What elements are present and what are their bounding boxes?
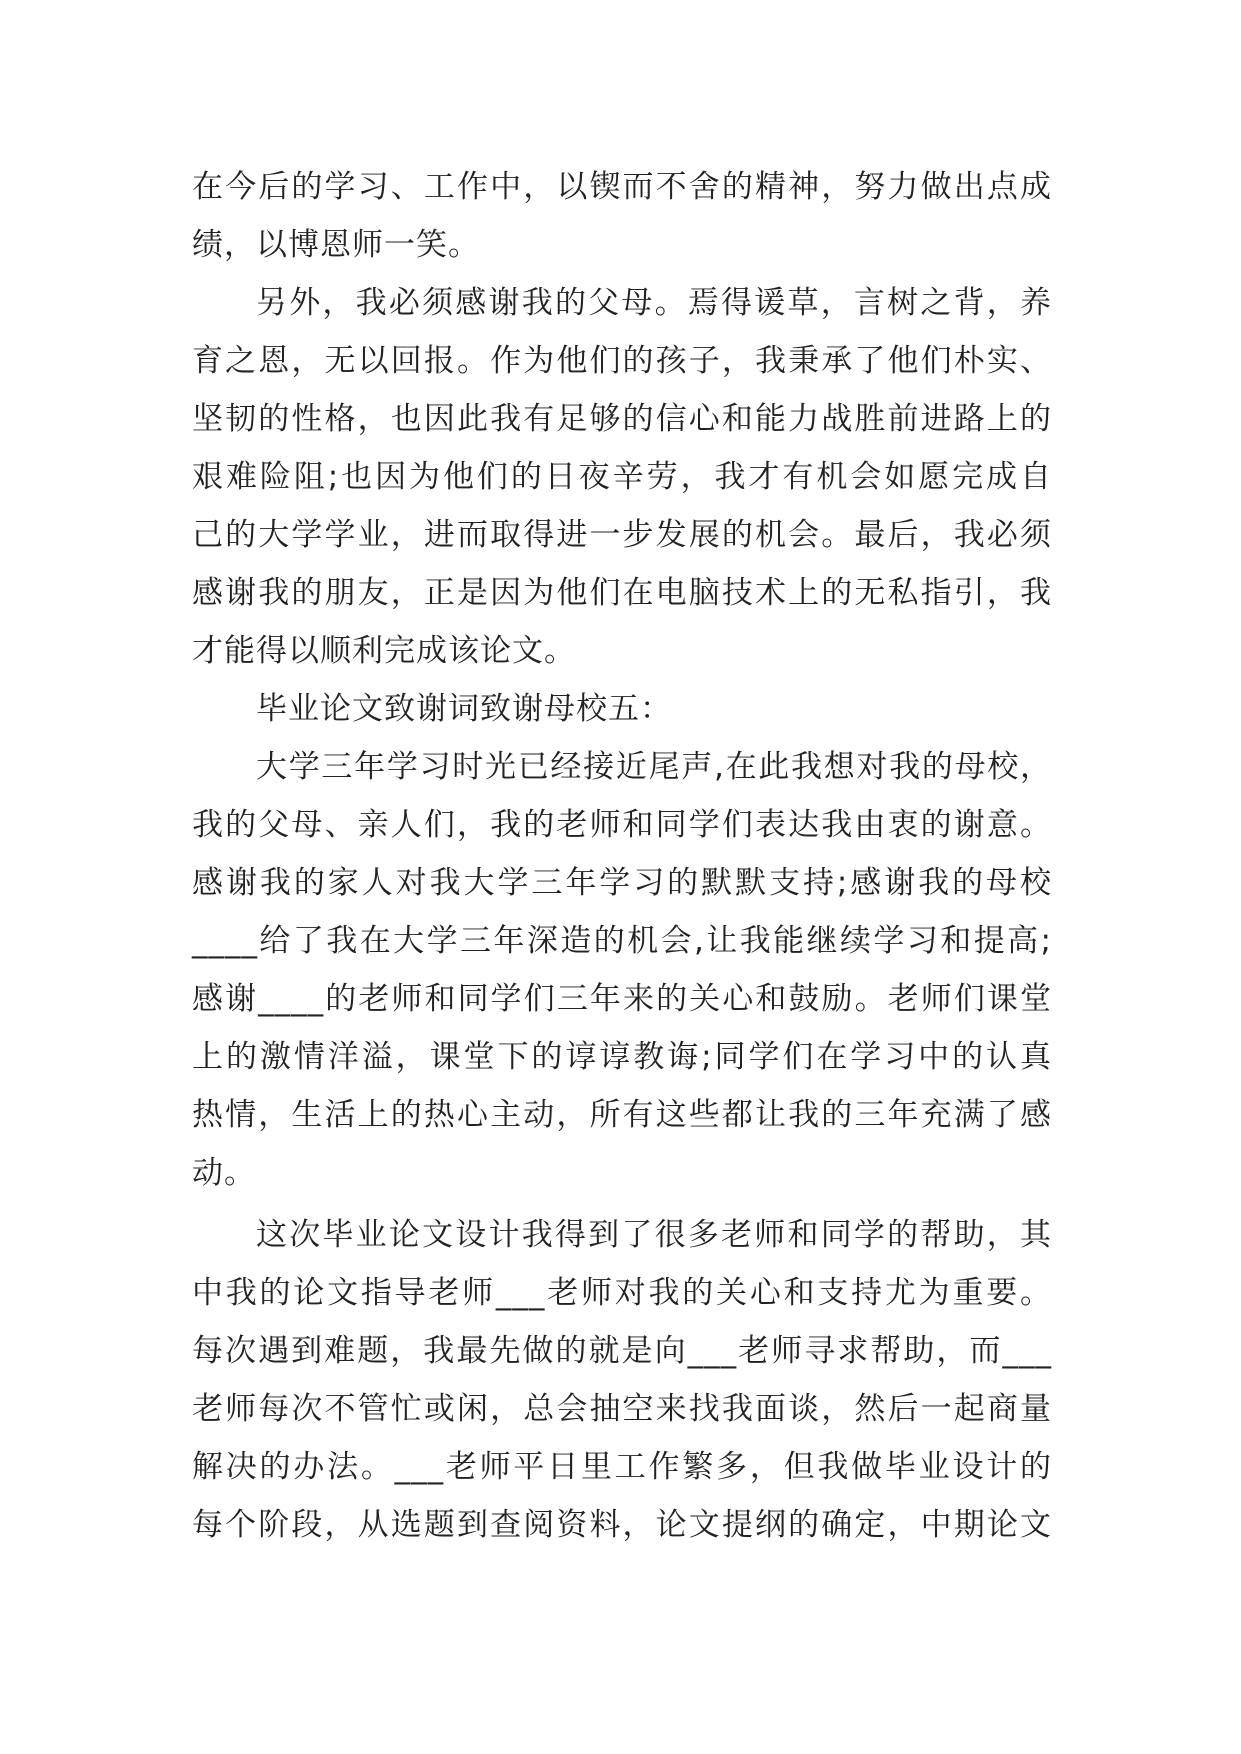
text-line: 感谢我的家人对我大学三年学习的默默支持;感谢我的母校 [192,865,1052,901]
text-line: 另外，我必须感谢我的父母。焉得谖草，言树之背，养 [256,285,1052,321]
text-line: 艰难险阻;也因为他们的日夜辛劳，我才有机会如愿完成自 [192,459,1052,495]
text-line: 每个阶段，从选题到查阅资料，论文提纲的确定，中期论文 [192,1507,1052,1543]
text-line: 热情，生活上的热心主动，所有这些都让我的三年充满了感 [192,1097,1052,1133]
section-heading: 毕业论文致谢词致谢母校五： [256,691,672,727]
text-line: 才能得以顺利完成该论文。 [192,633,576,669]
text-line: ____给了我在大学三年深造的机会,让我能继续学习和提高; [192,923,1052,959]
text-line: 育之恩，无以回报。作为他们的孩子，我秉承了他们朴实、 [192,343,1052,379]
text-line: 动。 [192,1155,256,1191]
text-line: 大学三年学习时光已经接近尾声,在此我想对我的母校， [256,749,1052,785]
text-line: 我的父母、亲人们，我的老师和同学们表达我由衷的谢意。 [192,807,1052,843]
text-line: 上的激情洋溢，课堂下的谆谆教诲;同学们在学习中的认真 [192,1039,1052,1075]
text-line: 这次毕业论文设计我得到了很多老师和同学的帮助，其 [256,1217,1052,1253]
text-line: 坚韧的性格，也因此我有足够的信心和能力战胜前进路上的 [192,401,1052,437]
text-line: 绩，以博恩师一笑。 [192,227,480,263]
body-text [192,158,1052,1554]
text-line: 中我的论文指导老师___老师对我的关心和支持尤为重要。 [192,1275,1052,1311]
text-line: 感谢我的朋友，正是因为他们在电脑技术上的无私指引，我 [192,575,1052,611]
text-line: 每次遇到难题，我最先做的就是向___老师寻求帮助，而___ [192,1333,1052,1369]
text-line: 感谢____的老师和同学们三年来的关心和鼓励。老师们课堂 [192,981,1052,1017]
text-line: 老师每次不管忙或闲，总会抽空来找我面谈，然后一起商量 [192,1391,1052,1427]
text-line: 己的大学学业，进而取得进一步发展的机会。最后，我必须 [192,517,1052,553]
text-line: 解决的办法。___老师平日里工作繁多，但我做毕业设计的 [192,1449,1052,1485]
text-line: 在今后的学习、工作中，以锲而不舍的精神，努力做出点成 [192,169,1052,205]
